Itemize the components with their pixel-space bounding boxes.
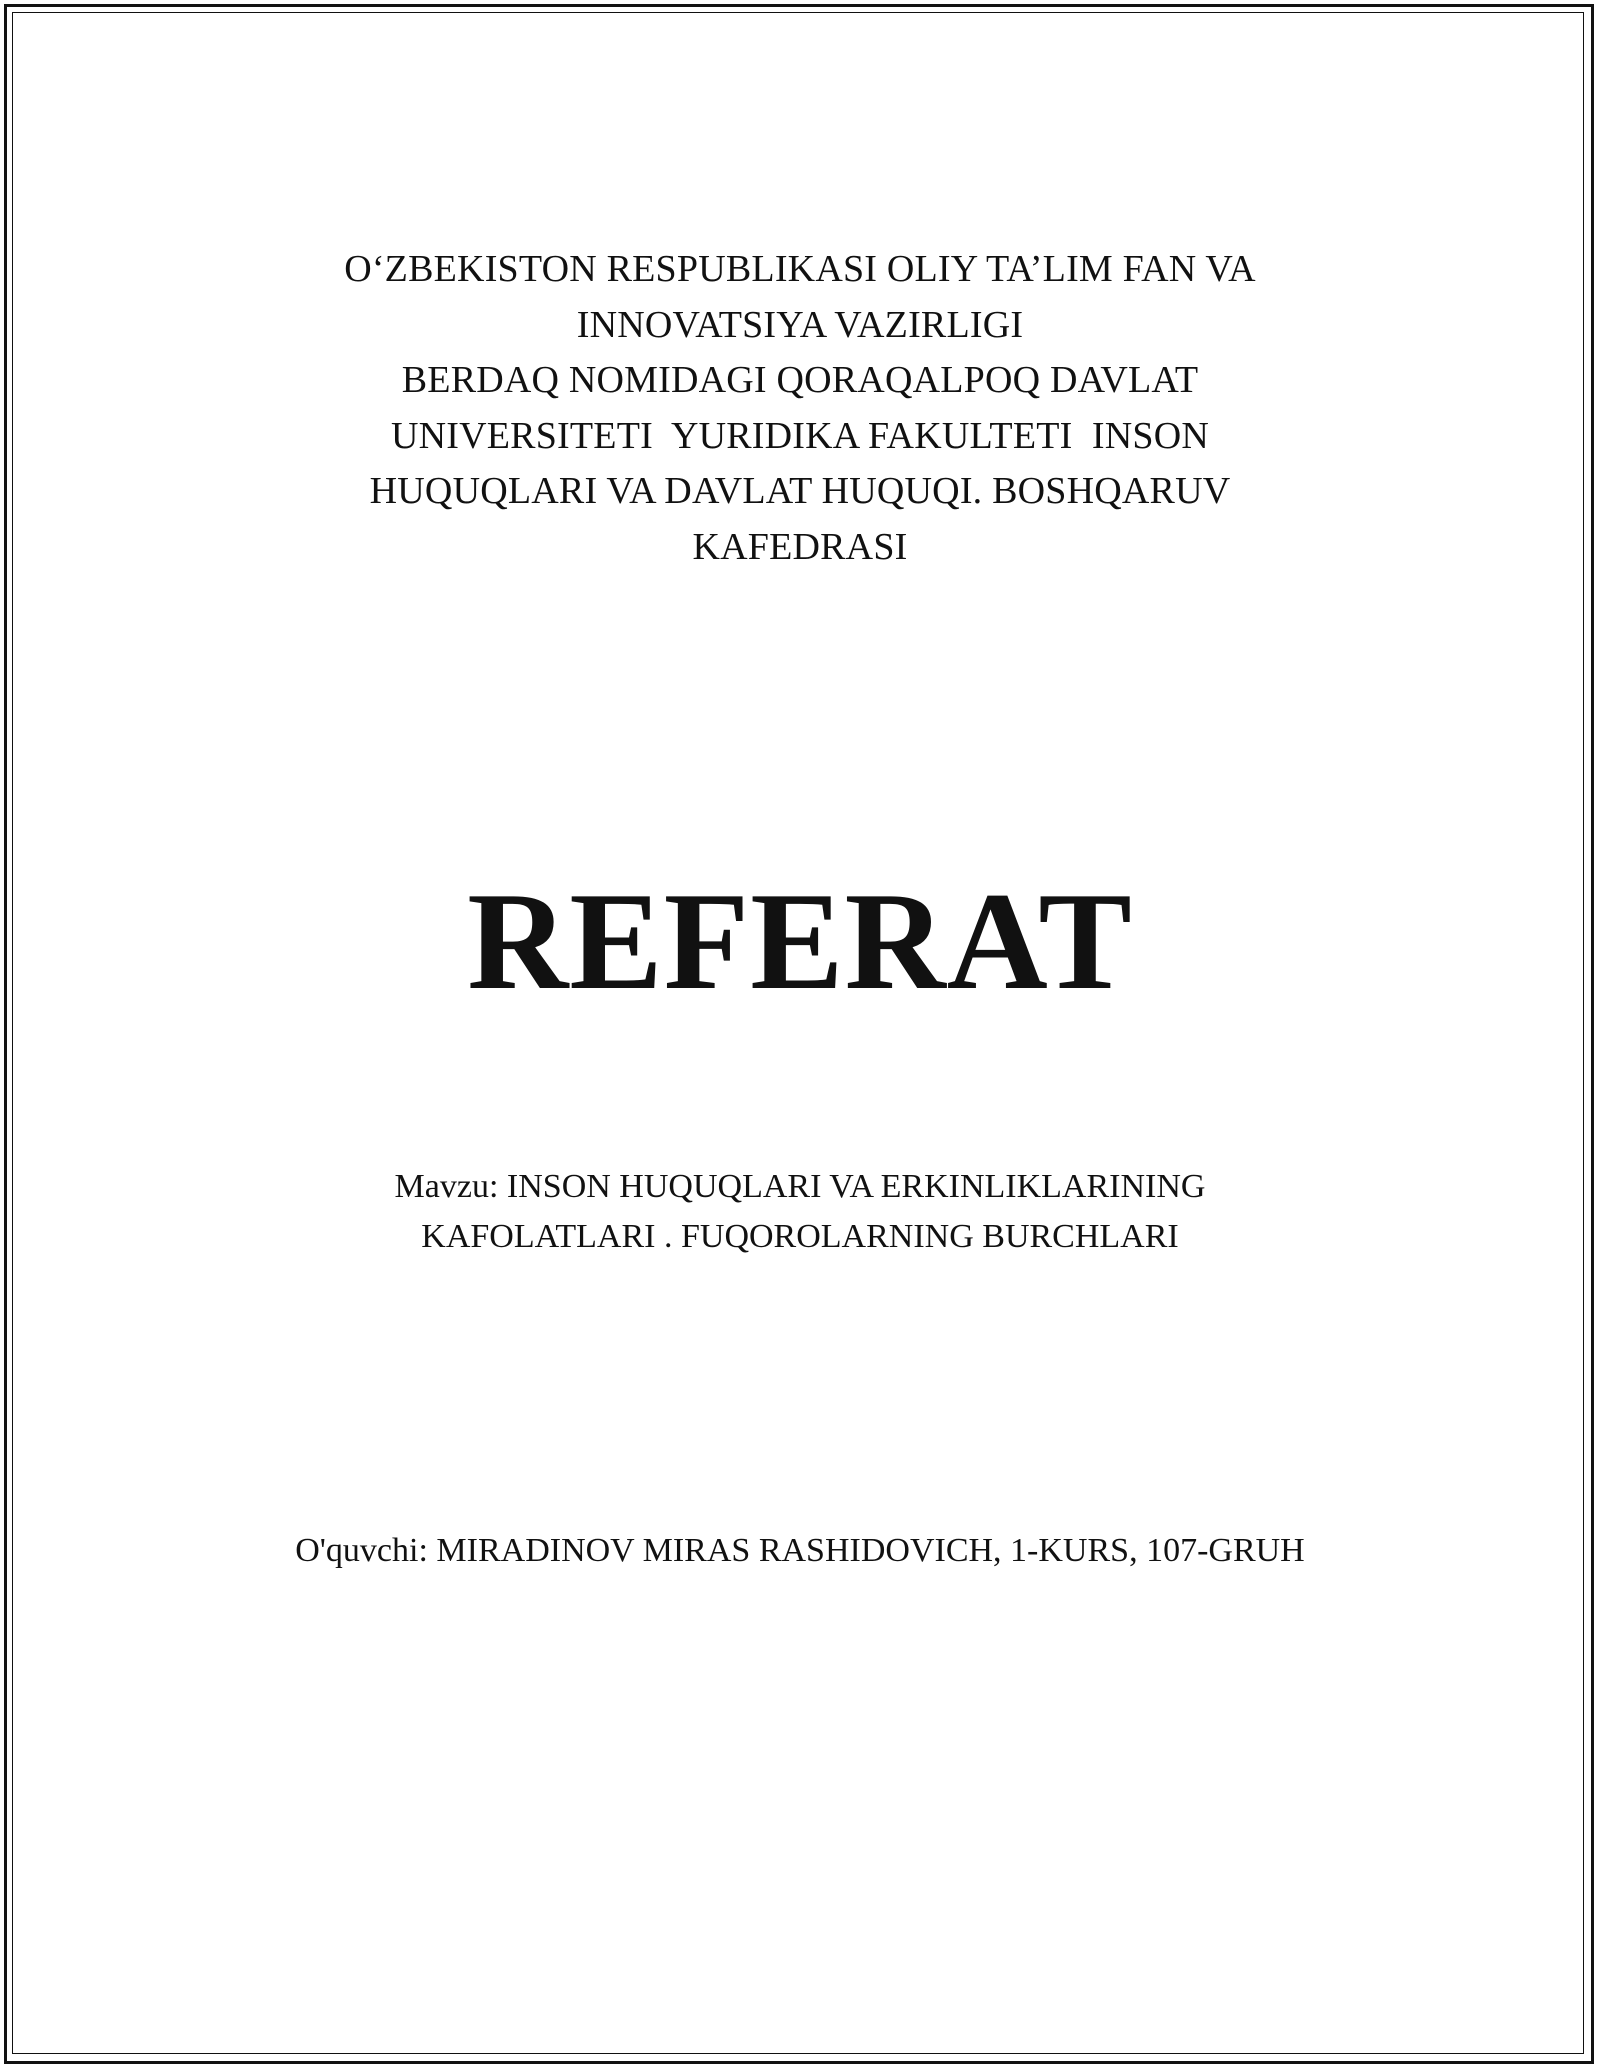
header-line: HUQUQLARI VA DAVLAT HUQUQI. BOSHQARUV <box>369 470 1231 512</box>
header-line: UNIVERSITETI YURIDIKA FAKULTETI INSON <box>390 414 1210 457</box>
document-title: REFERAT <box>467 864 1133 1019</box>
topic-block <box>0 1162 1600 1262</box>
student-info: O'quvchi: MIRADINOV MIRAS RASHIDOVICH, 1-KURS, 107-GRUH <box>295 1532 1305 1569</box>
header-line: KAFEDRASI <box>692 525 908 568</box>
header-line: O‘ZBEKISTON RESPUBLIKASI OLIY TA’LIM FAN VA <box>344 248 1256 290</box>
header-line: INNOVATSIYA VAZIRLIGI <box>576 303 1024 346</box>
institution-header <box>0 242 1600 575</box>
topic-line: Mavzu: INSON HUQUQLARI VA ERKINLIKLARINING <box>394 1168 1206 1205</box>
header-line: BERDAQ NOMIDAGI QORAQALPOQ DAVLAT <box>401 359 1199 401</box>
topic-line: KAFOLATLARI . FUQOROLARNING BURCHLARI <box>421 1218 1179 1255</box>
